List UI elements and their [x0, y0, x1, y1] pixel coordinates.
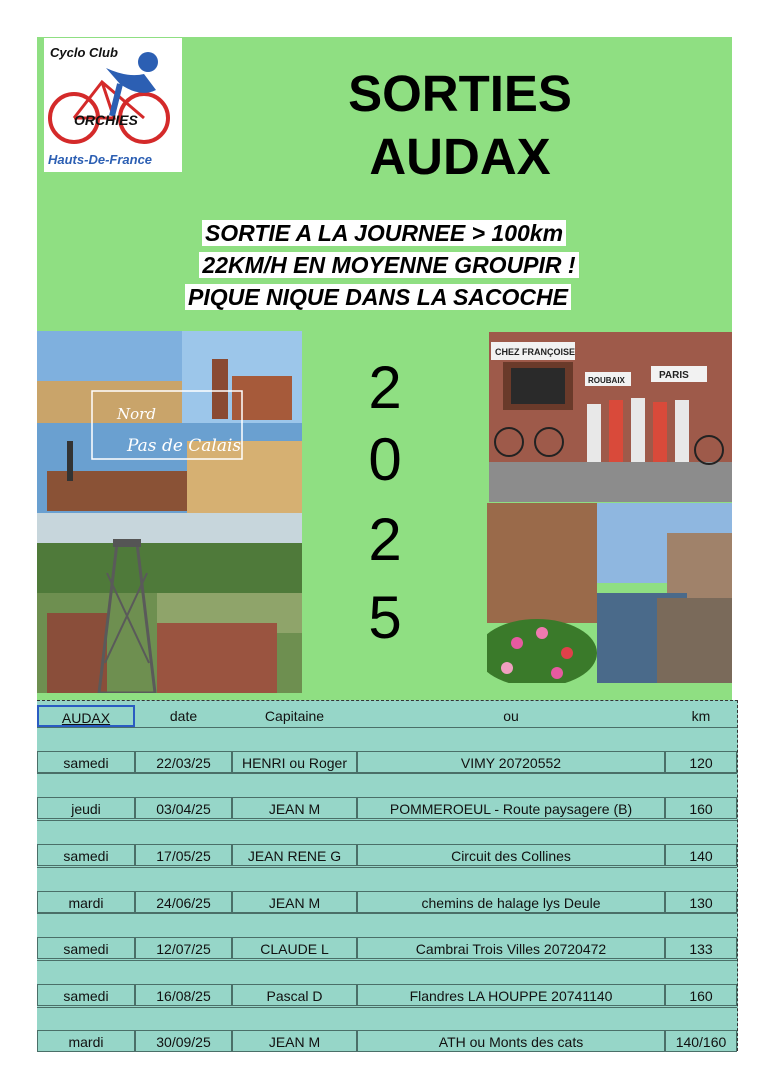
row-date: 16/08/25 [135, 984, 232, 1006]
outings-table [37, 700, 738, 1051]
sign-paris: PARIS [659, 370, 689, 381]
table-row [37, 1030, 737, 1052]
table-row [37, 797, 737, 819]
cyclists-shop-photo [489, 332, 732, 502]
year-digit-1: 2 [368, 354, 402, 421]
nord-pas-de-calais-photo [37, 331, 302, 513]
row-captain: JEAN RENE G [232, 844, 357, 866]
table-divider [37, 913, 737, 914]
table-row [37, 984, 737, 1006]
row-location: Flandres LA HOUPPE 20741140 [357, 984, 665, 1006]
postcard-line-1: Nord [117, 405, 156, 423]
row-km: 160 [665, 984, 737, 1006]
row-captain: Pascal D [232, 984, 357, 1006]
table-row [37, 844, 737, 866]
logo-region-text: Hauts-De-France [48, 152, 153, 167]
row-km: 140/160 [665, 1030, 737, 1052]
row-date: 30/09/25 [135, 1030, 232, 1052]
year-digit-2: 0 [368, 426, 402, 493]
header-km: km [691, 708, 711, 724]
row-date: 24/06/25 [135, 891, 232, 913]
row-date: 03/04/25 [135, 797, 232, 819]
table-row [37, 751, 737, 773]
row-location: POMMEROEUL - Route paysagere (B) [357, 797, 665, 819]
title-line-2: AUDAX [369, 128, 551, 185]
table-divider [37, 960, 737, 961]
header-audax: AUDAX [37, 705, 135, 727]
table-header-row [37, 705, 737, 727]
table-divider [37, 1007, 737, 1008]
shop-sign: CHEZ FRANÇOISE [495, 347, 576, 357]
row-captain: JEAN M [232, 797, 357, 819]
row-km: 130 [665, 891, 737, 913]
table-divider [37, 727, 737, 728]
row-km: 133 [665, 937, 737, 959]
row-location: chemins de halage lys Deule [357, 891, 665, 913]
row-date: 12/07/25 [135, 937, 232, 959]
year-digit-4: 5 [368, 584, 402, 651]
row-day: samedi [37, 844, 135, 866]
canal-flowers-photo [487, 503, 732, 683]
title-line-1: SORTIES [348, 65, 572, 122]
mine-headframe-photo [37, 513, 302, 693]
tagline-line-2: 22KM/H EN MOYENNE GROUPIR ! [5, 250, 768, 280]
row-captain: HENRI ou Roger [232, 751, 357, 773]
row-km: 120 [665, 751, 737, 773]
row-day: jeudi [37, 797, 135, 819]
row-location: ATH ou Monts des cats [357, 1030, 665, 1052]
row-km: 160 [665, 797, 737, 819]
tagline-line-1: SORTIE A LA JOURNEE > 100km [0, 218, 768, 248]
row-km: 140 [665, 844, 737, 866]
tagline-line-3: PIQUE NIQUE DANS LA SACOCHE [0, 282, 762, 312]
row-day: mardi [37, 1030, 135, 1052]
logo-club-text: Cyclo Club [50, 45, 118, 60]
row-captain: CLAUDE L [232, 937, 357, 959]
postcard-line-2: Pas de Calais [127, 436, 242, 456]
year-digit-3: 2 [368, 506, 402, 573]
header-date: date [169, 708, 198, 724]
table-divider [37, 773, 737, 774]
table-divider [37, 867, 737, 868]
club-logo [44, 38, 182, 172]
table-row [37, 891, 737, 913]
table-divider [37, 820, 737, 821]
table-row [37, 937, 737, 959]
row-location: Circuit des Collines [357, 844, 665, 866]
logo-name-text: ORCHIES [74, 112, 138, 128]
row-day: mardi [37, 891, 135, 913]
row-day: samedi [37, 937, 135, 959]
row-day: samedi [37, 751, 135, 773]
row-date: 22/03/25 [135, 751, 232, 773]
row-captain: JEAN M [232, 891, 357, 913]
sign-roubaix: ROUBAIX [588, 376, 625, 385]
row-date: 17/05/25 [135, 844, 232, 866]
row-captain: JEAN M [232, 1030, 357, 1052]
row-location: VIMY 20720552 [357, 751, 665, 773]
header-location: ou [503, 708, 519, 724]
header-captain: Capitaine [264, 708, 325, 724]
row-location: Cambrai Trois Villes 20720472 [357, 937, 665, 959]
row-day: samedi [37, 984, 135, 1006]
